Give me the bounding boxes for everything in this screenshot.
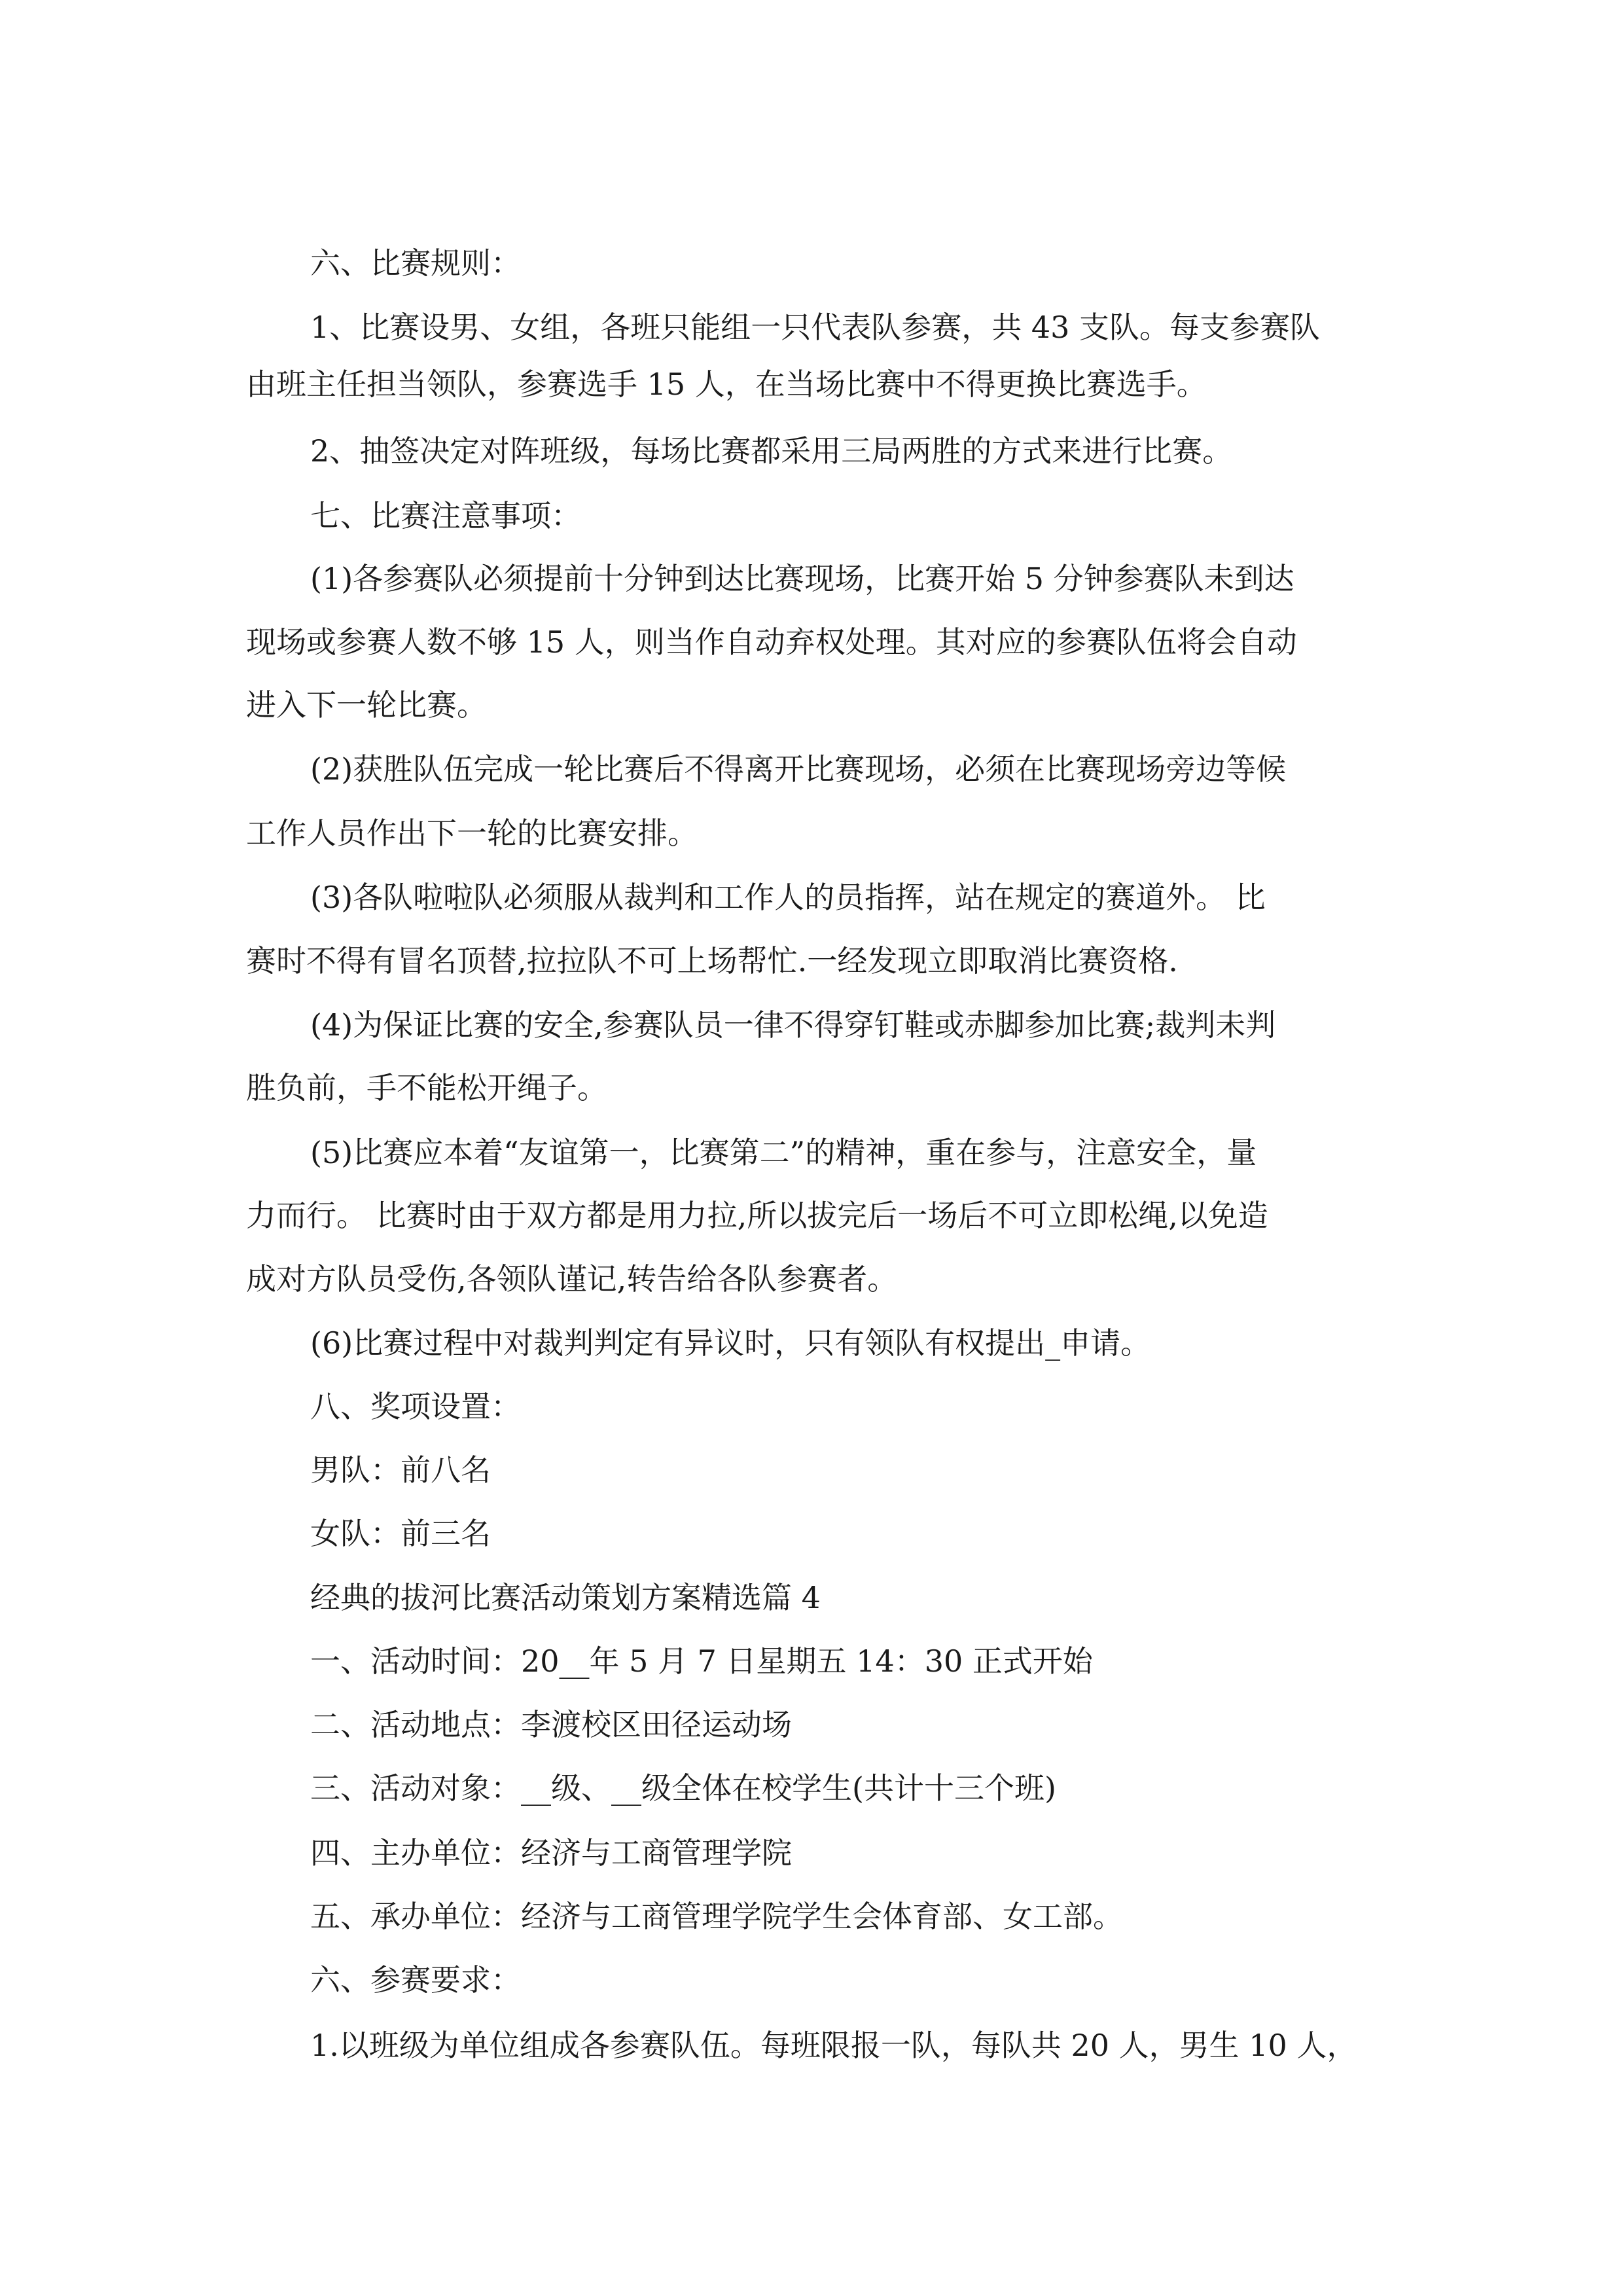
article-title: 经典的拔河比赛活动策划方案精选篇 4	[310, 1580, 821, 1615]
paragraph-line: 赛时不得有冒名顶替,拉拉队不可上场帮忙.一经发现立即取消比赛资格.	[246, 943, 1178, 978]
paragraph-line: 1、比赛设男、女组，各班只能组一只代表队参赛，共 43 支队。每支参赛队	[310, 310, 1321, 345]
paragraph-line: 力而行。 比赛时由于双方都是用力拉,所以拔完后一场后不可立即松绳,以免造	[246, 1198, 1268, 1233]
paragraph-line: 五、承办单位：经济与工商管理学院学生会体育部、女工部。	[310, 1899, 1123, 1934]
paragraph-line: 工作人员作出下一轮的比赛安排。	[246, 816, 698, 851]
paragraph-line: 三、活动对象：__级、__级全体在校学生(共计十三个班)	[310, 1770, 1056, 1806]
paragraph-line: 2、抽签决定对阵班级，每场比赛都采用三局两胜的方式来进行比赛。	[310, 433, 1233, 469]
paragraph-line: 进入下一轮比赛。	[246, 687, 487, 723]
paragraph-line: 男队：前八名	[310, 1452, 491, 1488]
paragraph-line: 胜负前，手不能松开绳子。	[246, 1070, 607, 1105]
paragraph-line: 四、主办单位：经济与工商管理学院	[310, 1835, 792, 1871]
paragraph-line: 二、活动地点：李渡校区田径运动场	[310, 1707, 792, 1742]
section-heading-requirements: 六、参赛要求：	[310, 1962, 521, 1998]
paragraph-line: (6)比赛过程中对裁判判定有异议时，只有领队有权提出_申请。	[310, 1325, 1151, 1361]
paragraph-line: 一、活动时间：20__年 5 月 7 日星期五 14：30 正式开始	[310, 1643, 1093, 1679]
paragraph-line: (2)获胜队伍完成一轮比赛后不得离开比赛现场，必须在比赛现场旁边等候	[310, 751, 1287, 787]
paragraph-line: (1)各参赛队必须提前十分钟到达比赛现场，比赛开始 5 分钟参赛队未到达	[310, 561, 1294, 596]
paragraph-line: 由班主任担当领队，参赛选手 15 人，在当场比赛中不得更换比赛选手。	[246, 367, 1207, 402]
section-heading-notes: 七、比赛注意事项：	[310, 498, 581, 533]
paragraph-line: 女队：前三名	[310, 1516, 491, 1551]
paragraph-line: (4)为保证比赛的安全,参赛队员一律不得穿钉鞋或赤脚参加比赛;裁判未判	[310, 1007, 1276, 1043]
paragraph-line: 1.以班级为单位组成各参赛队伍。每班限报一队，每队共 20 人，男生 10 人，	[310, 2028, 1357, 2063]
section-heading-awards: 八、奖项设置：	[310, 1389, 521, 1424]
paragraph-line: (3)各队啦啦队必须服从裁判和工作人的员指挥，站在规定的赛道外。 比	[310, 880, 1266, 915]
paragraph-line: 成对方队员受伤,各领队谨记,转告给各队参赛者。	[246, 1261, 898, 1297]
paragraph-line: (5)比赛应本着“友谊第一，比赛第二”的精神，重在参与，注意安全，量	[310, 1135, 1257, 1170]
section-heading-rules: 六、比赛规则：	[310, 245, 521, 281]
paragraph-line: 现场或参赛人数不够 15 人，则当作自动弃权处理。其对应的参赛队伍将会自动	[246, 624, 1297, 660]
